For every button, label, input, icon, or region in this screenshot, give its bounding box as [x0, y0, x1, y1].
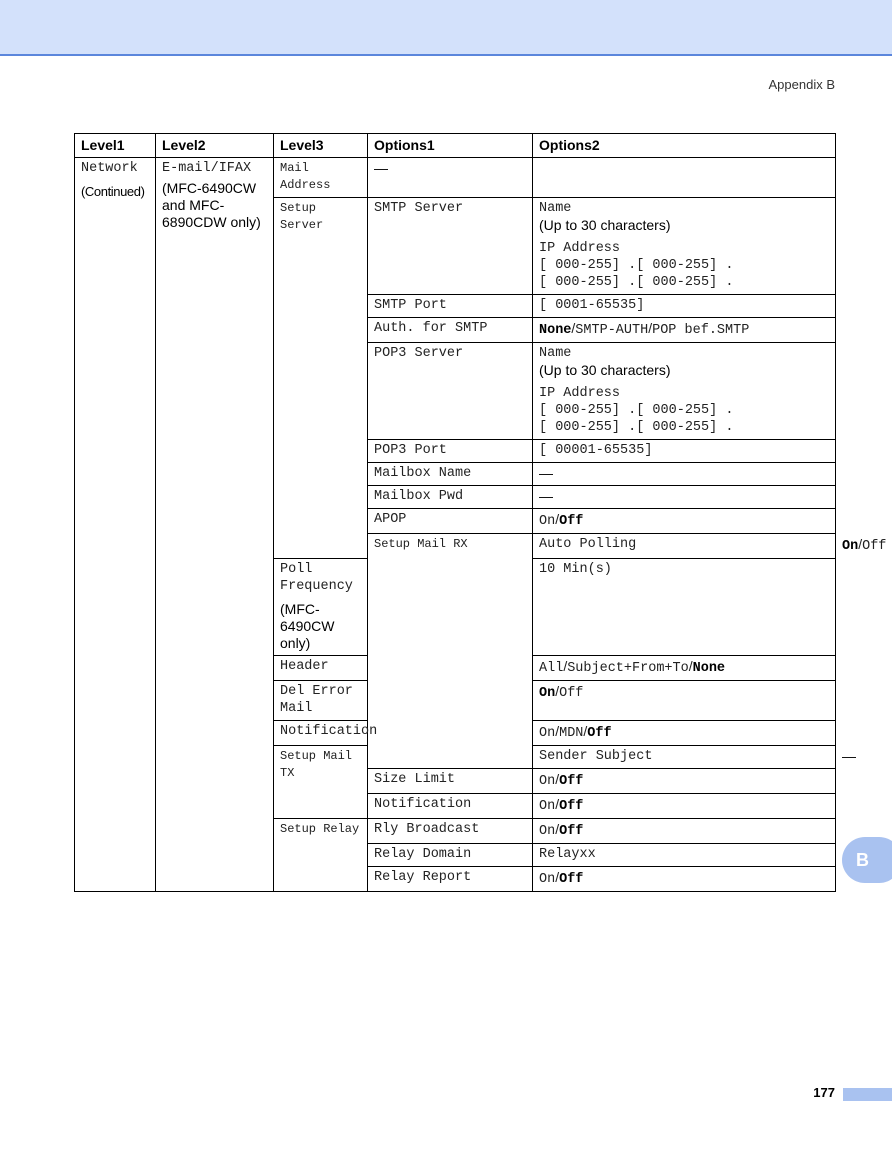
level2-cell [156, 158, 274, 892]
sep: / [858, 536, 863, 552]
pop3-server-options [533, 343, 836, 440]
level1-name: Network [81, 161, 138, 176]
option-on-default: On [842, 539, 859, 554]
relay-report-label: Relay Report [368, 867, 533, 892]
table-header-row [75, 134, 836, 158]
option-on: On [539, 726, 556, 741]
rly-broadcast-value [533, 819, 836, 844]
mailbox-name-value: — [533, 463, 836, 486]
level3-setup-mail-tx: Setup Mail TX [274, 746, 368, 819]
sep: / [563, 658, 568, 674]
pop3-server-label: POP3 Server [368, 343, 533, 440]
option-on: On [539, 799, 556, 814]
option-off-default: Off [559, 799, 584, 814]
pop3-port-label: POP3 Port [368, 440, 533, 463]
table-row [75, 158, 836, 198]
pop3-name-note: (Up to 30 characters) [539, 362, 671, 378]
option-subject-from-to: Subject+From+To [567, 661, 689, 676]
col-options2: Options2 [533, 134, 836, 158]
option-all: All [539, 661, 564, 676]
pop3-name-label: Name [539, 346, 572, 361]
smtp-ip-line2: [ 000-255] .[ 000-255] . [539, 275, 734, 290]
auto-polling-label: Auto Polling [533, 534, 836, 559]
header-value [533, 656, 836, 681]
del-error-mail-label: Del Error Mail [274, 681, 368, 721]
option-off: Off [559, 686, 584, 701]
smtp-name-label: Name [539, 201, 572, 216]
col-options1: Options1 [368, 134, 533, 158]
poll-frequency-note: (MFC-6490CW only) [280, 601, 335, 651]
option-off-default: Off [559, 872, 584, 887]
apop-value [533, 509, 836, 534]
sep: / [648, 320, 653, 336]
apop-label: APOP [368, 509, 533, 534]
smtp-port-value: [ 0001-65535] [533, 295, 836, 318]
relay-report-value [533, 867, 836, 892]
mail-address-dash: — [368, 158, 533, 198]
option-off-default: Off [559, 514, 584, 529]
mail-address-empty [533, 158, 836, 198]
sep: / [555, 683, 560, 699]
smtp-server-label: SMTP Server [368, 198, 533, 295]
level2-note: (MFC-6490CW and MFC-6890CDW only) [162, 180, 261, 230]
col-level1: Level1 [75, 134, 156, 158]
notification-tx-value [533, 794, 836, 819]
rly-broadcast-label: Rly Broadcast [368, 819, 533, 844]
option-on: On [539, 824, 556, 839]
level2-name: E-mail/IFAX [162, 161, 252, 176]
sep: / [555, 771, 560, 787]
option-on: On [539, 514, 556, 529]
level3-setup-mail-rx: Setup Mail RX [368, 534, 533, 769]
poll-frequency-cell [274, 559, 368, 656]
notification-tx-label: Notification [368, 794, 533, 819]
appendix-tab: B [842, 837, 892, 883]
mailbox-pwd-value: — [533, 486, 836, 509]
auth-smtp-value [533, 318, 836, 343]
notification-rx-label: Notification [274, 721, 368, 746]
smtp-server-options [533, 198, 836, 295]
level1-cell [75, 158, 156, 892]
col-level3: Level3 [274, 134, 368, 158]
size-limit-value [533, 769, 836, 794]
option-off-default: Off [587, 726, 612, 741]
sender-subject-label: Sender Subject [533, 746, 836, 769]
notification-rx-value [533, 721, 836, 746]
level1-note: (Continued) [81, 184, 145, 199]
option-off: Off [862, 539, 887, 554]
poll-frequency-label: Poll Frequency [280, 562, 353, 594]
auth-option-smtp-auth: SMTP-AUTH [575, 323, 649, 338]
poll-frequency-value: 10 Min(s) [533, 559, 836, 656]
mailbox-pwd-label: Mailbox Pwd [368, 486, 533, 509]
option-none-default: None [692, 661, 726, 676]
sep: / [583, 723, 588, 739]
auth-option-pop-bef-smtp: POP bef.SMTP [652, 323, 750, 338]
level3-setup-server: Setup Server [274, 198, 368, 559]
del-error-mail-value [533, 681, 836, 721]
table-row: Setup Mail TX Sender Subject — [75, 746, 836, 769]
sep: / [555, 511, 560, 527]
col-level2: Level2 [156, 134, 274, 158]
page-number-bar [843, 1088, 892, 1101]
smtp-port-label: SMTP Port [368, 295, 533, 318]
page-number: 177 [813, 1085, 835, 1100]
appendix-label: Appendix B [768, 77, 835, 92]
pop3-port-value: [ 00001-65535] [533, 440, 836, 463]
menu-table [74, 133, 887, 892]
relay-domain-value: Relayxx [533, 844, 836, 867]
level3-setup-relay: Setup Relay [274, 819, 368, 892]
size-limit-label: Size Limit [368, 769, 533, 794]
pop3-ip-line2: [ 000-255] .[ 000-255] . [539, 420, 734, 435]
option-mdn: MDN [559, 726, 584, 741]
auth-option-none: None [539, 323, 572, 338]
option-off-default: Off [559, 774, 584, 789]
pop3-ip-label: IP Address [539, 386, 621, 401]
sep: / [688, 658, 693, 674]
auth-smtp-label: Auth. for SMTP [368, 318, 533, 343]
relay-domain-label: Relay Domain [368, 844, 533, 867]
sep: / [555, 821, 560, 837]
pop3-ip-line1: [ 000-255] .[ 000-255] . [539, 403, 734, 418]
smtp-ip-line1: [ 000-255] .[ 000-255] . [539, 258, 734, 273]
option-on: On [539, 872, 556, 887]
level3-mail-address: Mail Address [274, 158, 368, 198]
option-on-default: On [539, 686, 556, 701]
sep: / [555, 723, 560, 739]
sep: / [555, 796, 560, 812]
header-label: Header [274, 656, 368, 681]
smtp-ip-label: IP Address [539, 241, 621, 256]
sep: / [555, 869, 560, 885]
sep: / [571, 320, 576, 336]
smtp-name-note: (Up to 30 characters) [539, 217, 671, 233]
header-band [0, 0, 892, 56]
mailbox-name-label: Mailbox Name [368, 463, 533, 486]
option-off-default: Off [559, 824, 584, 839]
option-on: On [539, 774, 556, 789]
